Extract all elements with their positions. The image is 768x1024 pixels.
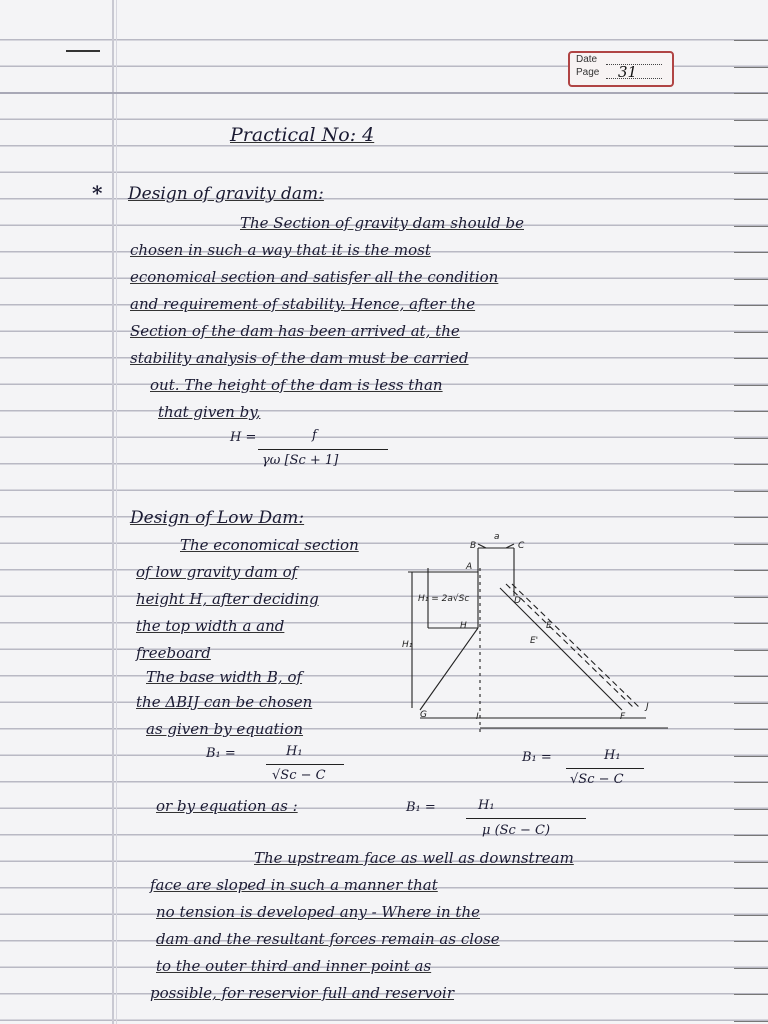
label-j: J [646,702,649,712]
edge-tick [734,782,768,783]
edge-tick [734,1021,768,1022]
section2-heading: Design of Low Dam: [130,508,305,528]
label-d: D [514,596,521,606]
edge-tick [734,650,768,651]
dam-toe-slope [500,588,622,710]
edge-tick [734,252,768,253]
label-b: B [470,541,477,551]
section1-line-2: chosen in such a way that it is the most [130,241,431,259]
page-title: Practical No: 4 [230,124,375,146]
formula3-fraction-bar [566,768,644,769]
section1-line-8: that given by, [158,403,261,421]
label-i: I [476,712,479,722]
formula4-lhs: B₁ = [406,800,436,815]
edge-tick [734,517,768,518]
edge-tick [734,862,768,863]
section1-line-4: and requirement of stability. Hence, after the [130,295,476,313]
section3-line-1: The upstream face as well as downstream [254,849,574,867]
section1-heading: Design of gravity dam: [128,184,324,204]
section3-line-4: dam and the resultant forces remain as close [156,930,500,948]
edge-tick [734,67,768,68]
margin-line-secondary [116,0,117,1024]
bullet-asterisk: * [92,181,103,205]
section2-line-6: The base width B, of [146,668,303,686]
edge-tick [734,968,768,969]
formula2-fraction-bar [266,764,344,765]
formula1-denominator: γω [Sc + 1] [262,453,339,468]
edge-tick [734,835,768,836]
label-c: C [518,541,525,551]
edge-tick [734,888,768,889]
dam-toe-slope-dashed [506,584,634,708]
section2-line-8: as given by equation [146,720,304,738]
formula3-denominator: √Sc − C [570,772,624,787]
edge-tick [734,729,768,730]
alt-equation-intro: or by equation as : [156,797,298,815]
label-g: G [420,710,427,720]
section2-line-3: height H, after deciding [136,590,319,608]
formula3-numerator: H₁ [604,748,621,763]
section2-line-4: the top width a and [136,617,285,635]
edge-tick [734,464,768,465]
edge-tick [734,756,768,757]
label-a-point: A [466,562,473,572]
edge-tick [734,305,768,306]
edge-tick [734,941,768,942]
section3-line-6: possible, for reservior full and reservoir [150,984,455,1002]
edge-tick [734,199,768,200]
formula1-fraction-bar [258,449,388,450]
formula4-fraction-bar [466,818,586,819]
date-label: Date [576,54,598,65]
dam-heel-slope [420,628,478,710]
formula3-lhs: B₁ = [522,750,552,765]
label-h1: H₁ [402,640,413,650]
section2-line-1: The economical section [180,536,359,554]
date-page-box [568,51,674,87]
edge-tick [734,597,768,598]
margin-line [112,0,114,1024]
edge-tick [734,173,768,174]
edge-tick [734,120,768,121]
section2-line-7: the ΔBIJ can be chosen [136,693,313,711]
section1-line-5: Section of the dam has been arrived at, the [130,322,460,340]
edge-tick [734,544,768,545]
label-h: H [460,621,467,631]
section2-line-2: of low gravity dam of [136,563,298,581]
formula2-denominator: √Sc − C [272,768,326,783]
section3-line-2: face are sloped in such a manner that [150,876,438,894]
label-a: a [494,532,500,542]
edge-tick [734,93,768,94]
pen-mark [66,50,100,52]
label-e: E [546,621,552,631]
section1-line-6: stability analysis of the dam must be carried [130,349,469,367]
section2-line-5: freeboard [136,644,211,662]
edge-tick [734,411,768,412]
edge-tick [734,279,768,280]
edge-tick [734,332,768,333]
edge-tick [734,570,768,571]
section1-line-3: economical section and satisfer all the condition [130,268,499,286]
edge-tick [734,491,768,492]
edge-tick [734,676,768,677]
edge-tick [734,226,768,227]
label-h1-eq: H₁ = 2a√Sc [418,594,470,604]
edge-tick [734,994,768,995]
edge-tick [734,915,768,916]
formula4-numerator: H₁ [478,798,495,813]
edge-tick [734,809,768,810]
low-dam-diagram [400,528,690,748]
arrow-a-left [478,544,486,548]
section3-line-5: to the outer third and inner point as [156,957,432,975]
label-f: F [620,712,626,722]
arrow-a-right [506,544,514,548]
page-label: Page [576,67,600,78]
edge-tick [734,358,768,359]
section3-line-3: no tension is developed any - Where in the [156,903,480,921]
edge-tick [734,146,768,147]
edge-tick [734,385,768,386]
dam-toe-slope-dashed-2 [512,584,640,708]
formula1-numerator: f [312,428,317,443]
edge-tick [734,438,768,439]
edge-tick [734,703,768,704]
header-rule [0,92,768,94]
formula2-lhs: B₁ = [206,746,236,761]
formula2-numerator: H₁ [286,744,303,759]
edge-tick [734,40,768,41]
edge-tick [734,623,768,624]
label-e-prime: E' [530,636,539,646]
section1-line-7: out. The height of the dam is less than [150,376,443,394]
formula1-lhs: H = [230,430,257,445]
page-number: 31 [618,63,638,81]
formula4-denominator: μ (Sc − C) [482,823,551,838]
section1-line-1: The Section of gravity dam should be [240,214,524,232]
